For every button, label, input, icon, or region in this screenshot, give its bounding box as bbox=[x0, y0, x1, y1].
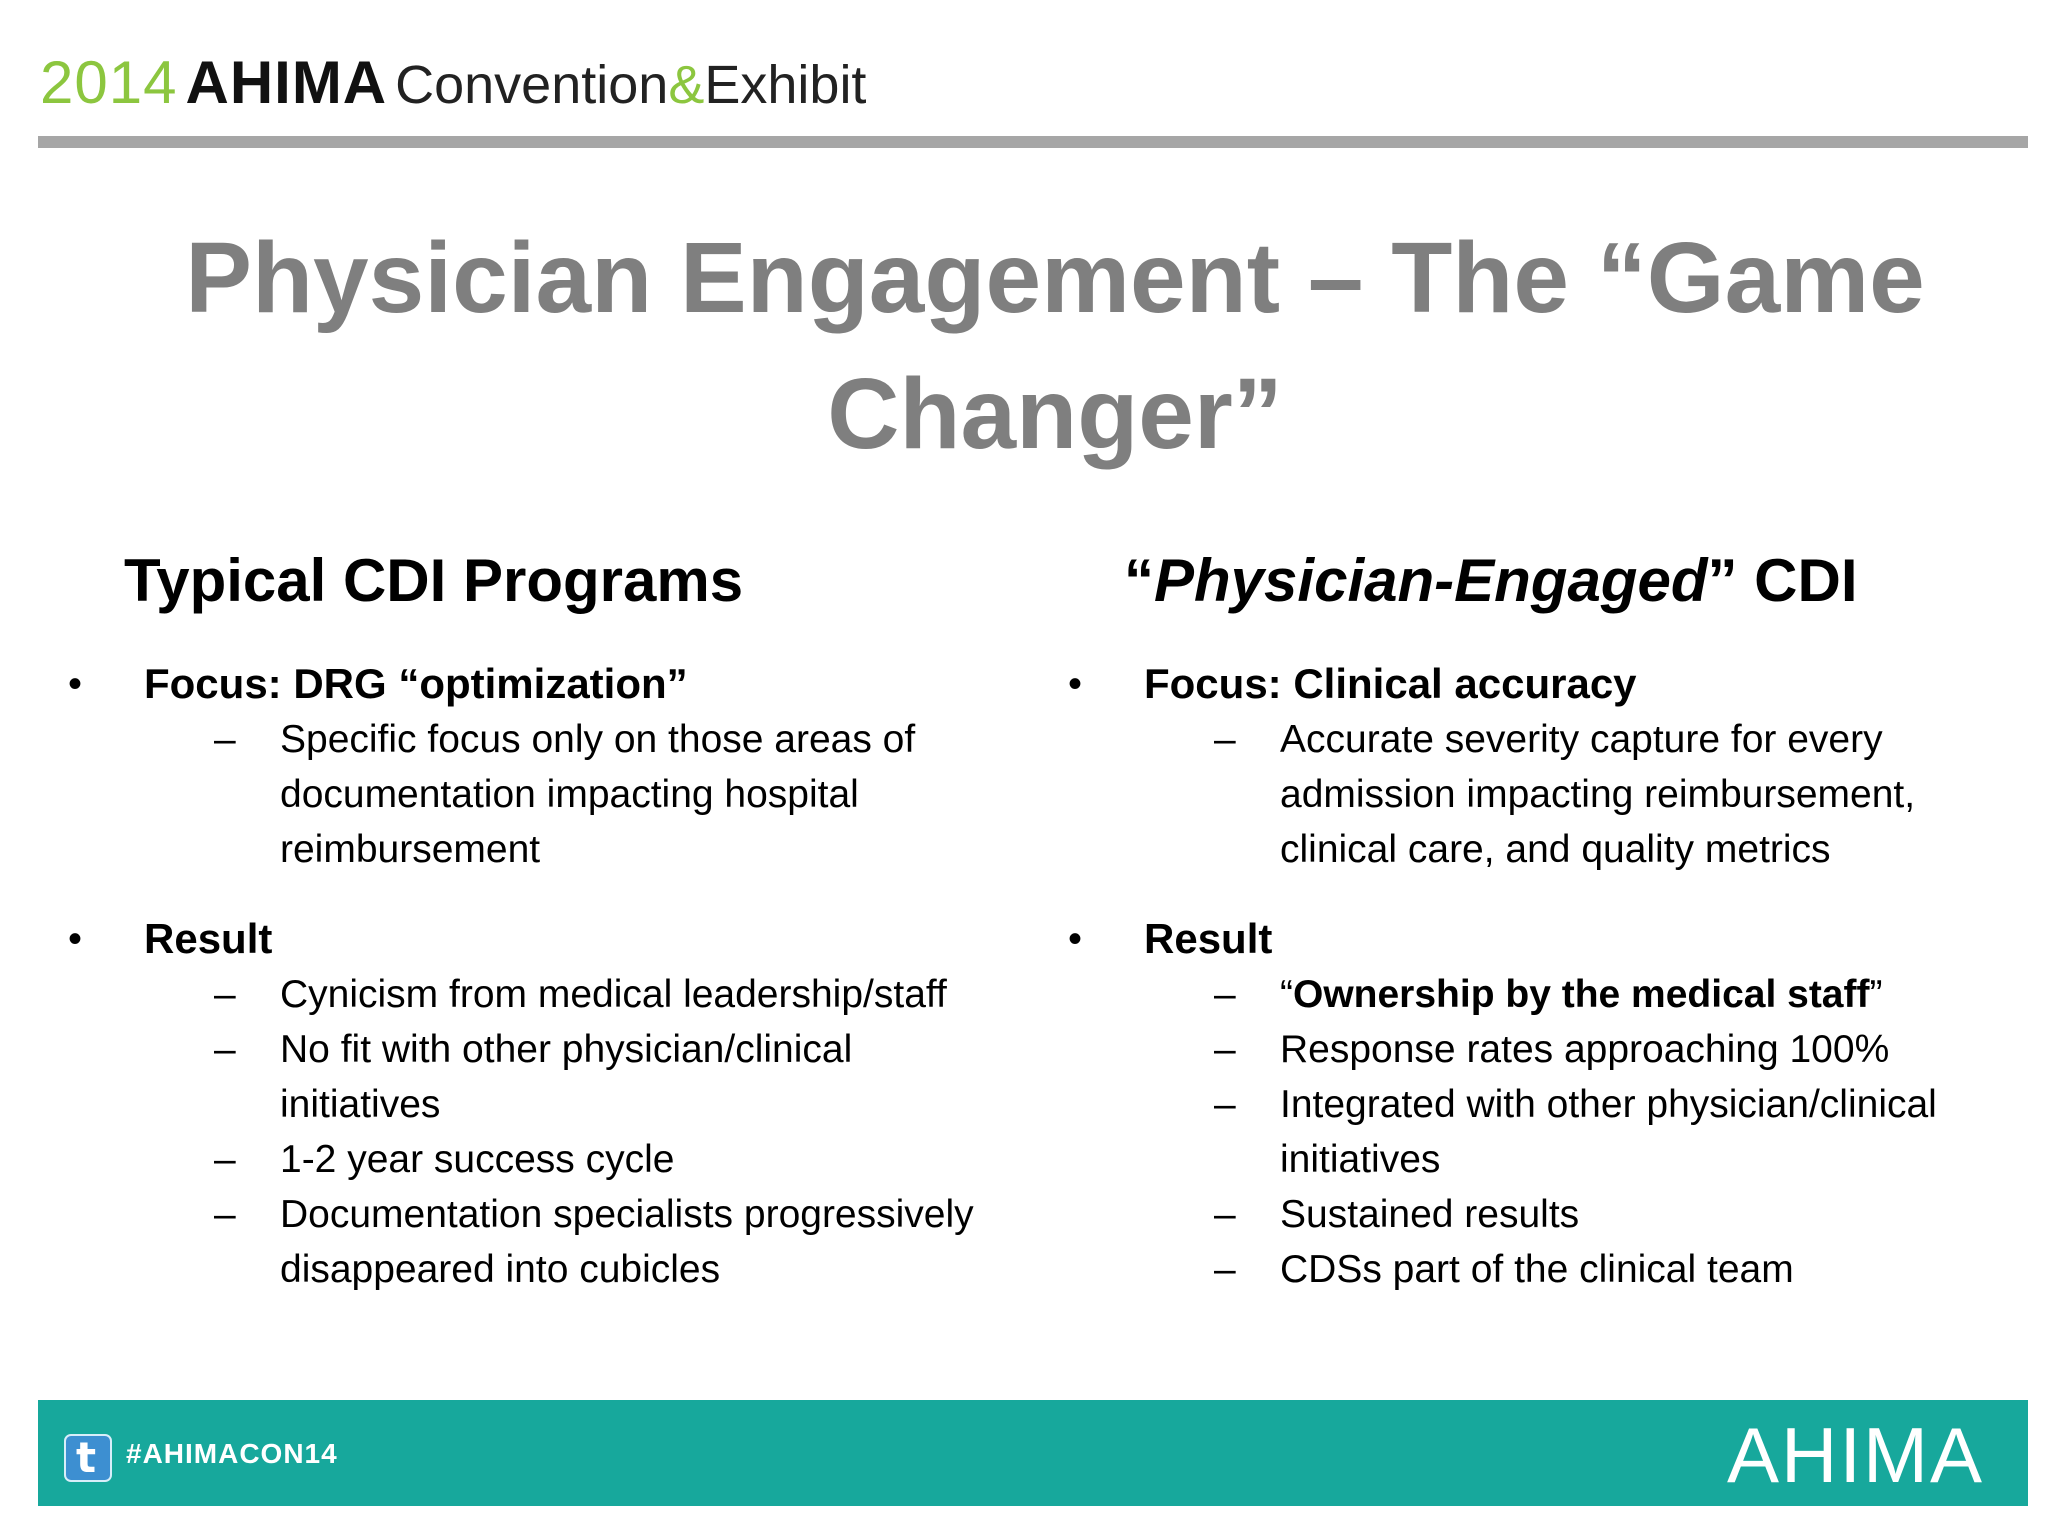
list-item-text: 1-2 year success cycle bbox=[280, 1138, 675, 1181]
right-column-heading bbox=[1124, 540, 2020, 622]
left-result-list bbox=[144, 967, 1020, 1297]
dash-marker: – bbox=[1214, 1083, 1236, 1126]
list-item-text: No fit with other physician/clinical initiatives bbox=[280, 1028, 853, 1126]
dash-marker: – bbox=[1214, 1028, 1236, 1071]
dash-marker: – bbox=[214, 1028, 236, 1071]
dash-marker: – bbox=[214, 718, 236, 761]
footer-bar bbox=[38, 1400, 2028, 1506]
header-ampersand: & bbox=[668, 55, 705, 115]
list-item bbox=[144, 712, 1020, 877]
bullet-marker: • bbox=[1068, 662, 1083, 706]
footer-hashtag: #AHIMACON14 bbox=[126, 1438, 338, 1469]
list-item bbox=[1144, 1077, 2020, 1187]
slide-title: Physician Engagement – The “Game Changer” bbox=[185, 222, 1925, 470]
list-item-text: Sustained results bbox=[1280, 1193, 1580, 1236]
typical-cdi-column bbox=[60, 540, 1020, 1331]
conference-header bbox=[40, 48, 866, 120]
heading-close: ” CDI bbox=[1707, 547, 1858, 614]
list-item bbox=[144, 967, 1020, 1022]
header-year: 2014 bbox=[40, 49, 178, 116]
left-column-heading: Typical CDI Programs bbox=[124, 547, 744, 614]
list-item bbox=[1144, 967, 2020, 1022]
list-item bbox=[1144, 1242, 2020, 1297]
header-divider bbox=[38, 136, 2028, 148]
dash-marker: – bbox=[214, 1193, 236, 1236]
left-focus-bullet bbox=[60, 656, 1020, 877]
header-convention: Convention bbox=[395, 55, 669, 115]
right-result-label: Result bbox=[1144, 915, 1273, 962]
right-focus-label: Focus: Clinical accuracy bbox=[1144, 660, 1637, 707]
right-focus-bullet bbox=[1060, 656, 2020, 877]
left-focus-list bbox=[144, 712, 1020, 877]
bullet-marker: • bbox=[68, 917, 83, 961]
list-item-text: Accurate severity capture for every admission impacting reimbursement, clinical care, and quality metrics bbox=[1280, 718, 1916, 871]
right-result-bullet bbox=[1060, 911, 2020, 1297]
header-exhibit: Exhibit bbox=[704, 55, 867, 115]
header-ahima: AHIMA bbox=[185, 49, 388, 116]
ahima-logo: AHIMA bbox=[1726, 1411, 1984, 1499]
ownership-close-quote: ” bbox=[1869, 973, 1883, 1016]
dash-marker: – bbox=[1214, 1248, 1236, 1291]
ownership-open-quote: “ bbox=[1280, 973, 1293, 1016]
right-result-list bbox=[1144, 967, 2020, 1297]
right-focus-list bbox=[1144, 712, 2020, 877]
list-item-text: Integrated with other physician/clinical initiatives bbox=[1280, 1083, 1937, 1181]
ownership-bold-text: Ownership by the medical staff bbox=[1293, 973, 1870, 1016]
twitter-glyph: t bbox=[76, 1433, 97, 1482]
bullet-marker: • bbox=[1068, 917, 1083, 961]
left-focus-label: Focus: DRG “optimization” bbox=[144, 660, 688, 707]
dash-marker: – bbox=[214, 973, 236, 1016]
dash-marker: – bbox=[1214, 1193, 1236, 1236]
twitter-icon bbox=[64, 1434, 112, 1482]
heading-open-quote: “ bbox=[1124, 547, 1154, 614]
list-item bbox=[144, 1132, 1020, 1187]
left-result-bullet bbox=[60, 911, 1020, 1297]
dash-marker: – bbox=[1214, 973, 1236, 1016]
dash-marker: – bbox=[1214, 718, 1236, 761]
heading-italic: Physician-Engaged bbox=[1154, 547, 1708, 614]
list-item bbox=[1144, 712, 2020, 877]
list-item-text: Cynicism from medical leadership/staff bbox=[280, 973, 947, 1016]
list-item bbox=[1144, 1187, 2020, 1242]
bullet-marker: • bbox=[68, 662, 83, 706]
left-result-label: Result bbox=[144, 915, 273, 962]
list-item-text: Documentation specialists progressively disappeared into cubicles bbox=[280, 1193, 974, 1291]
list-item-text: CDSs part of the clinical team bbox=[1280, 1248, 1794, 1291]
list-item bbox=[1144, 1022, 2020, 1077]
dash-marker: – bbox=[214, 1138, 236, 1181]
list-item bbox=[144, 1187, 1020, 1297]
physician-engaged-column bbox=[1060, 540, 2020, 1331]
list-item-text: Specific focus only on those areas of documentation impacting hospital reimbursement bbox=[280, 718, 916, 871]
list-item bbox=[144, 1022, 1020, 1132]
list-item-text: Response rates approaching 100% bbox=[1280, 1028, 1890, 1071]
